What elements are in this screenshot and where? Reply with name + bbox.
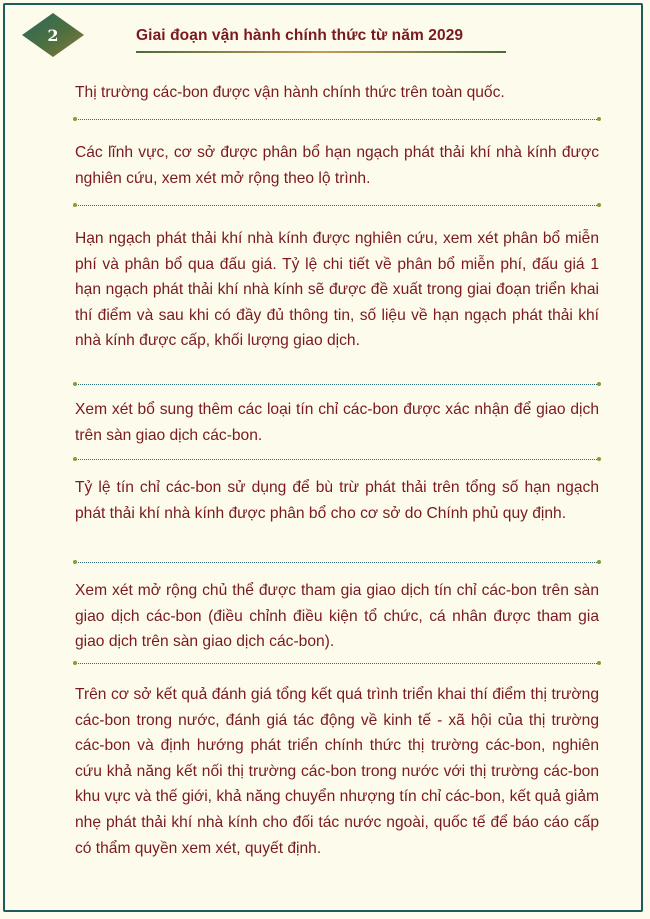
paragraph: Trên cơ sở kết quả đánh giá tổng kết quá trình triển khai thí điểm thị trường các-bon trong nước, đánh giá tác động về kinh tế - xã hội của thị trường các-bon và định hướng phát triển chính thức thị trường các-bon, nghiên cứu khả năng kết nối thị trường các-bon trong nước với thị trường các-bon khu vực và thế giới, khả năng chuyển nhượng tín chỉ các-bon, kết quả giảm nhẹ phát thải khí nhà kính cho đối tác nước ngoài, quốc tế để báo cáo cấp có thẩm quyền xem xét, quyết định. — [75, 686, 599, 857]
dotted-separator — [75, 119, 599, 122]
paragraph: Xem xét mở rộng chủ thể được tham gia giao dịch tín chỉ các-bon trên sàn giao dịch các-bon (điều chỉnh điều kiện tổ chức, cá nhân được tham gia giao dịch trên sàn giao dịch các-bon). — [75, 582, 599, 651]
dotted-separator — [75, 663, 599, 666]
paragraph: Các lĩnh vực, cơ sở được phân bổ hạn ngạch phát thải khí nhà kính được nghiên cứu, xem xét mở rộng theo lộ trình. — [75, 144, 599, 187]
dotted-separator — [75, 384, 599, 387]
paragraph: Tỷ lệ tín chỉ các-bon sử dụng để bù trừ phát thải trên tổng số hạn ngạch phát thải khí nhà kính được phân bổ cho cơ sở do Chính phủ quy định. — [75, 479, 599, 522]
paragraph: Hạn ngạch phát thải khí nhà kính được nghiên cứu, xem xét phân bổ miễn phí và phân bổ qua đấu giá. Tỷ lệ chi tiết về phân bổ miễn phí, đấu giá 1 hạn ngạch phát thải khí nhà kính sẽ được đề xuất trong giai đoạn triển khai thí điểm và sau khi có đầy đủ thông tin, số liệu về hạn ngạch phát thải khí nhà kính được cấp, khối lượng giao dịch. — [75, 230, 599, 350]
dotted-separator — [75, 562, 599, 565]
dotted-separator — [75, 459, 599, 462]
paragraph: Xem xét bổ sung thêm các loại tín chỉ các-bon được xác nhận để giao dịch trên sàn giao dịch các-bon. — [75, 401, 599, 444]
dotted-separator — [75, 205, 599, 208]
section-number: 2 — [47, 25, 59, 45]
section-title: Giai đoạn vận hành chính thức từ năm 2029 — [136, 27, 464, 44]
title-underline — [136, 51, 506, 53]
paragraph: Thị trường các-bon được vận hành chính thức trên toàn quốc. — [75, 84, 505, 101]
